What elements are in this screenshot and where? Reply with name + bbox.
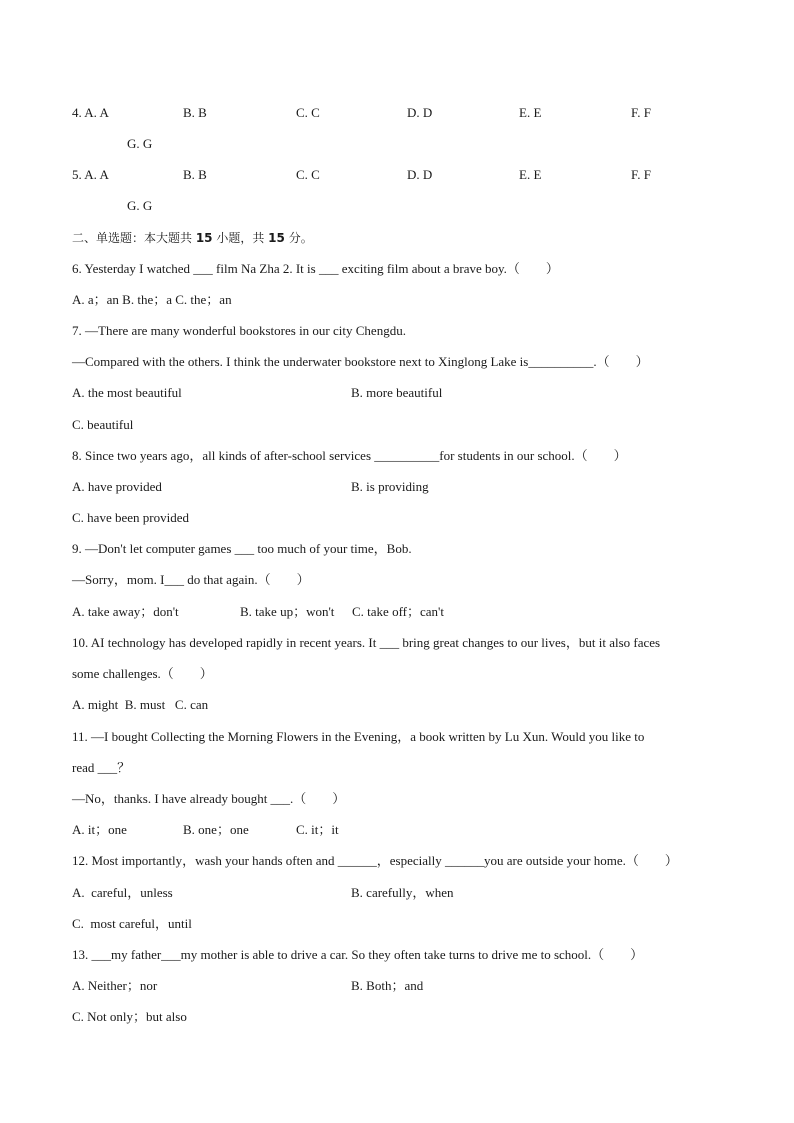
q11-line-2: read ___？ <box>72 760 131 775</box>
q12-option-c: C. most careful，until <box>72 916 192 931</box>
q5-option-g: G. G <box>127 198 153 213</box>
q4-option-c: C. C <box>296 105 320 120</box>
q13-option-c: C. Not only；but also <box>72 1009 187 1024</box>
q12-option-b: B. carefully，when <box>351 885 454 900</box>
q13-option-a: A. Neither；nor <box>72 978 158 993</box>
section-question-count: 15 <box>195 231 213 245</box>
q7-line-1: 7. —There are many wonderful bookstores in our city Chengdu. <box>72 323 406 338</box>
q11-line-3: —No，thanks. I have already bought ___.（ ） <box>72 791 346 806</box>
q6-stem: 6. Yesterday I watched ___ film Na Zha 2. It is ___ exciting film about a brave boy.（ ） <box>72 261 559 276</box>
section-heading <box>72 229 313 247</box>
q9-line-1: 9. —Don't let computer games ___ too much of your time，Bob. <box>72 541 412 556</box>
q8-option-a: A. have provided <box>72 479 162 494</box>
q11-option-b: B. one；one <box>183 822 249 837</box>
q4-option-a: 4. A. A <box>72 105 109 120</box>
q7-option-c: C. beautiful <box>72 417 134 432</box>
q10-line-2: some challenges.（ ） <box>72 666 213 681</box>
q10-options: A. might B. must C. can <box>72 697 209 712</box>
q9-option-b: B. take up；won't <box>240 604 335 619</box>
q8-option-b: B. is providing <box>351 479 429 494</box>
q5-option-d: D. D <box>407 167 433 182</box>
q9-option-a: A. take away；don't <box>72 604 179 619</box>
q7-option-b: B. more beautiful <box>351 385 443 400</box>
q5-option-f: F. F <box>631 167 651 182</box>
section-heading-mid: 小题，共 <box>212 231 269 245</box>
q5-option-b: B. B <box>183 167 207 182</box>
q12-stem: 12. Most importantly，wash your hands often and ______，especially ______you are outside your home.（ ） <box>72 853 678 868</box>
q4-option-d: D. D <box>407 105 433 120</box>
q10-line-1: 10. AI technology has developed rapidly in recent years. It ___ bring great changes to our lives，but it also faces <box>72 635 661 650</box>
q5-option-c: C. C <box>296 167 320 182</box>
q4-option-e: E. E <box>519 105 542 120</box>
q13-stem: 13. ___my father___my mother is able to drive a car. So they often take turns to drive me to school.（ ） <box>72 947 644 962</box>
section-heading-suffix: 分。 <box>284 231 313 245</box>
q6-options: A. a；an B. the；a C. the；an <box>72 292 232 307</box>
q9-line-2: —Sorry，mom. I___ do that again.（ ） <box>72 572 310 587</box>
q11-option-a: A. it；one <box>72 822 127 837</box>
q9-option-c: C. take off；can't <box>352 604 444 619</box>
q4-option-g: G. G <box>127 136 153 151</box>
q5-option-e: E. E <box>519 167 542 182</box>
q12-option-a: A. careful，unless <box>72 885 173 900</box>
q11-option-c: C. it；it <box>296 822 339 837</box>
q4-option-b: B. B <box>183 105 207 120</box>
section-score: 15 <box>268 231 285 245</box>
q4-option-f: F. F <box>631 105 651 120</box>
q5-option-a: 5. A. A <box>72 167 109 182</box>
q13-option-b: B. Both；and <box>351 978 424 993</box>
q8-option-c: C. have been provided <box>72 510 189 525</box>
q8-stem: 8. Since two years ago，all kinds of after-school services __________for students in our school.（ ） <box>72 448 627 463</box>
section-heading-prefix: 二、单选题：本大题共 <box>72 231 196 245</box>
q7-option-a: A. the most beautiful <box>72 385 182 400</box>
q11-line-1: 11. —I bought Collecting the Morning Flowers in the Evening，a book written by Lu Xun. Would you like to <box>72 729 645 744</box>
q7-line-2: —Compared with the others. I think the underwater bookstore next to Xinglong Lake is__________.（ ） <box>72 354 649 369</box>
